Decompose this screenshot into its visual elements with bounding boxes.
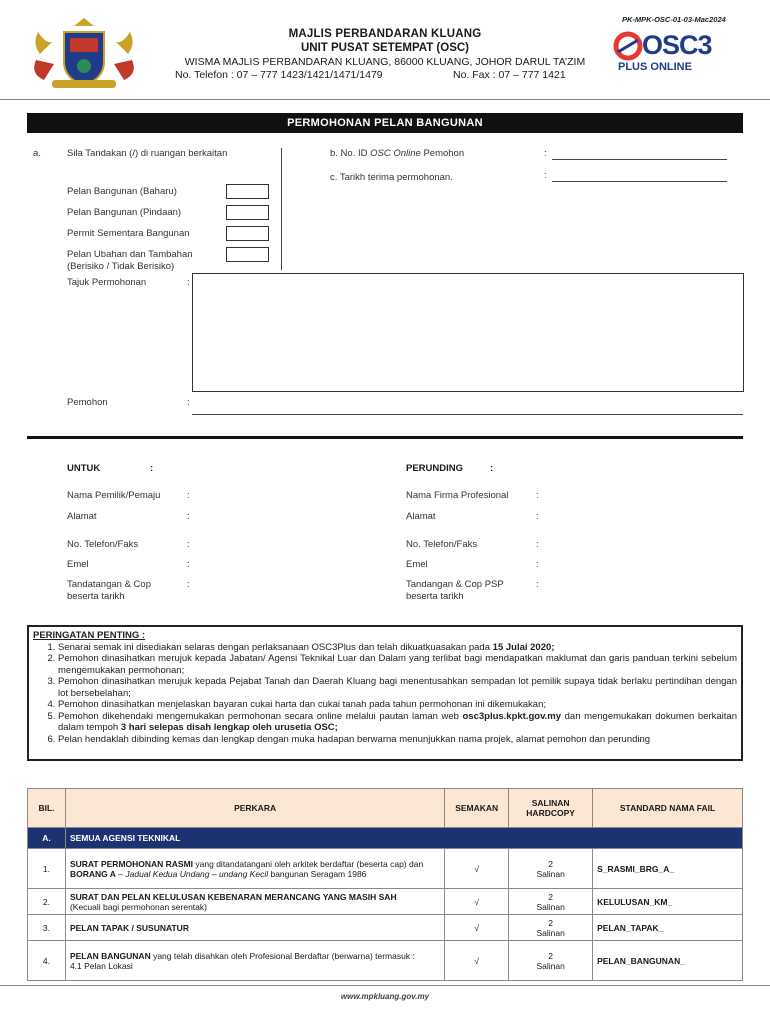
row-salinan-qty: 2 (548, 917, 553, 928)
note-1-text: Senarai semak ini disediakan selaras dengan perlaksanaan OSC3Plus dan telah dikuatkuasakan pada (58, 641, 493, 653)
row-bil: 4. (28, 941, 66, 981)
osc-id-label-post: Pemohon (420, 148, 465, 159)
option-label-ubahan: Pelan Ubahan dan Tambahan (67, 249, 193, 260)
perunding-field-phone: No. Telefon/Faks (406, 539, 478, 550)
untuk-field-email: Emel (67, 559, 89, 570)
note-item-2: 2. Pemohon dinasihatkan merujuk kepada Jabatan/ Agensi Teknikal Luar dan Dalam yang terlibat bagi mendapatkan maklumat dan garis panduan terkini sebelum mengemukakan permohonan; (58, 653, 737, 676)
footer-url[interactable]: www.mpkluang.gov.my (340, 992, 430, 1001)
osc-id-field[interactable] (552, 158, 727, 160)
tajuk-field[interactable] (192, 273, 744, 392)
notes-list (33, 642, 737, 746)
col-header-bil: BIL. (28, 789, 66, 828)
org-address: WISMA MAJLIS PERBANDARAN KLUANG, 86000 KLUANG, JOHOR DARUL TA’ZIM (184, 56, 586, 68)
untuk-field-address: Alamat (67, 511, 97, 522)
footer-divider (0, 985, 770, 986)
untuk-colon: : (150, 463, 154, 474)
fax-text: No. Fax : 07 – 777 1421 (453, 69, 566, 81)
important-notes (27, 625, 743, 761)
untuk-colon-signature: : (187, 579, 190, 590)
row-salinan-label: Salinan (536, 960, 565, 971)
form-title: PERMOHONAN PELAN BANGUNAN (27, 113, 743, 133)
section-a-instruction: Sila Tandakan (/) di ruangan berkaitan (67, 148, 228, 159)
table-row (28, 849, 743, 889)
row-semakan[interactable]: √ (445, 941, 509, 981)
row-nama-fail: S_RASMI_BRG_A_ (593, 849, 743, 889)
osc3-logo-text: OSC3 (642, 30, 712, 60)
checkbox-ubahan[interactable] (226, 247, 269, 262)
row-perkara-bold-2: BORANG A (69, 868, 116, 879)
perunding-heading: PERUNDING (406, 463, 464, 474)
row-perkara-text: (Kecuali bagi permohonan serentak) (69, 901, 207, 912)
row-salinan-qty: 2 (548, 891, 553, 902)
row-salinan-qty: 2 (548, 858, 553, 869)
perunding-colon-signature: : (536, 579, 539, 590)
perunding-colon-address: : (536, 511, 539, 522)
checkbox-permit[interactable] (226, 226, 269, 241)
table-row (28, 941, 743, 981)
untuk-field-phone: No. Telefon/Faks (67, 539, 139, 550)
untuk-colon-address: : (187, 511, 190, 522)
section-title: SEMUA AGENSI TEKNIKAL (65, 828, 742, 849)
row-perkara (65, 889, 444, 915)
row-perkara-sub: 4.1 Pelan Lokasi (69, 960, 133, 971)
osc3-logo (612, 30, 720, 76)
osc-id-label-italic: OSC Online (370, 148, 421, 159)
col-header-nama-fail: STANDARD NAMA FAIL (593, 789, 743, 828)
row-perkara (65, 941, 444, 981)
option-label-baharu: Pelan Bangunan (Baharu) (67, 186, 177, 197)
row-salinan-label: Salinan (536, 901, 565, 912)
untuk-colon-phone: : (187, 539, 190, 550)
row-nama-fail: KELULUSAN_KM_ (593, 889, 743, 915)
note-item-6: 6. Pelan hendaklah dibinding kemas dan lengkap dengan muka hadapan berwarna menunjukkan nama projek, alamat pemohon dan perunding (58, 734, 737, 746)
header-divider (0, 99, 770, 100)
checklist-table (27, 788, 743, 981)
perunding-colon-phone: : (536, 539, 539, 550)
perunding-field-email: Emel (406, 559, 428, 570)
pemohon-field[interactable] (192, 413, 743, 415)
perunding-field-signature-date: beserta tarikh (406, 591, 464, 602)
document-code: PK-MPK-OSC-01-03-Mac2024 (622, 15, 726, 24)
untuk-colon-owner: : (187, 490, 190, 501)
note-5-text: Pemohon dikehendaki mengemukakan permohonan secara online melalui pautan laman web (58, 710, 463, 722)
row-bil: 2. (28, 889, 66, 915)
col-header-perkara: PERKARA (65, 789, 444, 828)
table-row (28, 915, 743, 941)
untuk-field-signature: Tandatangan & Cop (67, 579, 151, 590)
perunding-colon-email: : (536, 559, 539, 570)
row-perkara-text: yang telah disahkan oleh Profesional Berdaftar (berwarna) termasuk : (150, 950, 415, 961)
row-perkara-bold: SURAT PERMOHONAN RASMI (69, 858, 194, 869)
section-a-divider (281, 148, 282, 270)
osc-id-colon: : (544, 148, 547, 159)
note-item-3: 3. Pemohon dinasihatkan merujuk kepada Pejabat Tanah dan Daerah Kluang bagi menentusahkan sempadan lot pemilik supaya tidak berlaku pertindihan dengan lot bersebelahan; (58, 676, 737, 699)
section-letter: A. (28, 828, 66, 849)
osc-id-label (330, 148, 464, 159)
row-salinan (509, 849, 593, 889)
section-a-letter: a. (33, 148, 41, 159)
option-label-ubahan-note: (Berisiko / Tidak Berisiko) (67, 261, 175, 272)
receive-date-label: c. Tarikh terima permohonan. (330, 172, 453, 183)
council-crest-logo (30, 14, 138, 94)
note-item-4: 4. Pemohon dinasihatkan menjelaskan bayaran cukai harta dan cukai tanah pada tahun permohonan ini dikemukakan; (58, 699, 737, 711)
row-semakan[interactable]: √ (445, 915, 509, 941)
pemohon-colon: : (187, 397, 190, 408)
note-1-date: 15 Julai 2020; (492, 641, 555, 653)
note-5-url[interactable]: osc3plus.kpkt.gov.my (462, 710, 562, 722)
receive-date-field[interactable] (552, 180, 727, 182)
section-row (28, 828, 743, 849)
unit-name: UNIT PUSAT SETEMPAT (OSC) (300, 42, 470, 54)
row-salinan-qty: 2 (548, 950, 553, 961)
row-bil: 3. (28, 915, 66, 941)
table-header-row (28, 789, 743, 828)
row-perkara-bold: PELAN BANGUNAN (69, 950, 151, 961)
section-divider (27, 436, 743, 439)
untuk-field-owner: Nama Pemilik/Pemaju (67, 490, 161, 501)
row-perkara-bold: SURAT DAN PELAN KELULUSAN KEBENARAN MERANCANG YANG MASIH SAH (69, 891, 397, 902)
perunding-field-address: Alamat (406, 511, 436, 522)
row-perkara-italic: Jadual Kedua Undang – undang Kecil (125, 868, 269, 879)
table-row (28, 889, 743, 915)
row-perkara-text: yang ditandatangani oleh arkitek berdaftar (beserta cap) dan (193, 858, 424, 869)
col-header-salinan: SALINAN HARDCOPY (509, 789, 593, 828)
row-bil: 1. (28, 849, 66, 889)
checkbox-pindaan[interactable] (226, 205, 269, 220)
col-header-semakan: SEMAKAN (445, 789, 509, 828)
notes-title: PERINGATAN PENTING : (33, 630, 146, 641)
receive-date-colon: : (544, 170, 547, 181)
row-semakan[interactable]: √ (445, 849, 509, 889)
osc-id-label-pre: b. No. ID (330, 148, 371, 159)
row-salinan (509, 941, 593, 981)
option-label-pindaan: Pelan Bangunan (Pindaan) (67, 207, 182, 218)
perunding-colon: : (490, 463, 494, 474)
row-semakan[interactable]: √ (445, 889, 509, 915)
org-name: MAJLIS PERBANDARAN KLUANG (288, 28, 482, 40)
row-perkara-text-2: – (115, 868, 126, 879)
untuk-field-signature-date: beserta tarikh (67, 591, 125, 602)
phone-text: No. Telefon : 07 – 777 1423/1421/1471/1479 (175, 69, 383, 81)
pemohon-label: Pemohon (67, 397, 108, 408)
perunding-field-signature: Tandangan & Cop PSP (406, 579, 504, 590)
perunding-colon-firm: : (536, 490, 539, 501)
row-salinan-label: Salinan (536, 927, 565, 938)
osc3-logo-subtitle: PLUS ONLINE (618, 61, 692, 73)
note-5-deadline: 3 hari selepas disah lengkap oleh urusetia OSC; (120, 722, 338, 733)
checkbox-baharu[interactable] (226, 184, 269, 199)
row-salinan (509, 889, 593, 915)
row-salinan-label: Salinan (536, 868, 565, 879)
row-perkara (65, 915, 444, 941)
option-label-permit: Permit Sementara Bangunan (67, 228, 190, 239)
row-perkara-text-3: bangunan Seragam 1986 (268, 868, 367, 879)
row-salinan (509, 915, 593, 941)
untuk-heading: UNTUK (67, 463, 101, 474)
note-5-text-2: dan mengemukakan dokumen berkaitan dalam tempoh (58, 710, 737, 733)
row-nama-fail: PELAN_BANGUNAN_ (593, 941, 743, 981)
perunding-field-firm: Nama Firma Profesional (406, 490, 509, 501)
untuk-colon-email: : (187, 559, 190, 570)
note-item-1 (58, 642, 737, 654)
tajuk-colon: : (187, 277, 190, 288)
row-nama-fail: PELAN_TAPAK_ (593, 915, 743, 941)
note-item-5 (58, 711, 737, 734)
row-perkara-bold: PELAN TAPAK / SUSUNATUR (69, 922, 189, 933)
tajuk-label: Tajuk Permohonan (67, 277, 147, 288)
row-perkara (65, 849, 444, 889)
